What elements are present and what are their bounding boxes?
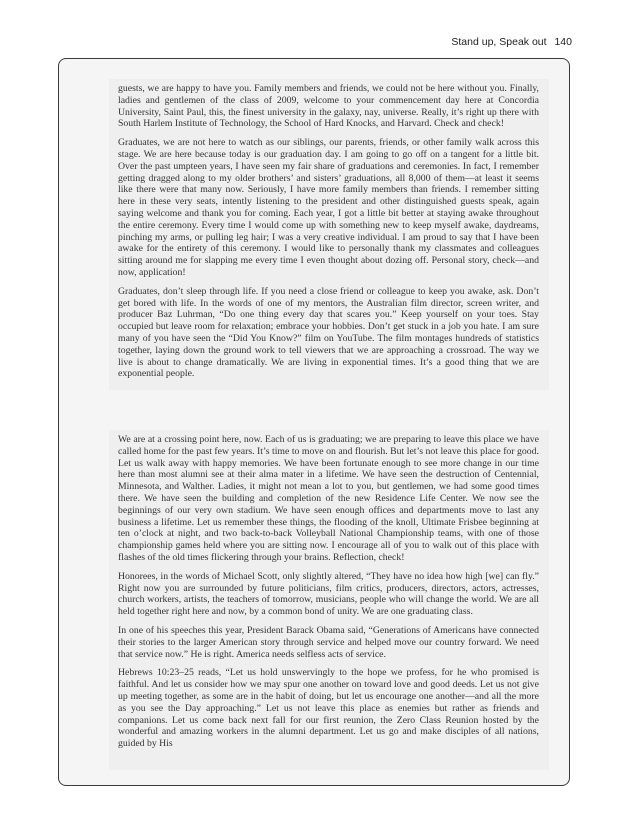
running-head-title: Stand up, Speak out bbox=[451, 36, 547, 48]
speech-paragraph: Honorees, in the words of Michael Scott, only slightly altered, “They have no idea how high [we] can fly.” Right now you are surrounded by future politicians, film critics, producers, directors, actors, actresses, church workers, artists, the teachers of tomorrow, musicians, people who will change the world. We are all held together right here and now, by a common bond of unity. We are one graduating class. bbox=[118, 570, 539, 618]
running-head bbox=[451, 36, 572, 48]
speech-paragraph: Hebrews 10:23–25 reads, “Let us hold unswervingly to the hope we profess, for he who promised is faithful. And let us consider how we may spur one another on toward love and good deeds. Let us not give up meeting together, as some are in the habit of doing, but let us encourage one another—and all the more as you see the Day approaching.” Let us not leave this place as enemies but rather as friends and companions. Let us come back next fall for our first reunion, the Zero Class Reunion hosted by the wonderful and amazing workers in the alumni department. Let us go and make disciples of all nations, guided by His bbox=[118, 667, 539, 750]
speech-panel-bottom bbox=[109, 430, 549, 770]
speech-paragraph: Graduates, we are not here to watch as our siblings, our parents, friends, or other family walk across this stage. We are here because today is our graduation day. I am going to go off on a tangent for a little bit. Over the past umpteen years, I have seen my fair share of graduations and ceremonies. In fact, I remember getting dragged along to my older brothers’ and sisters’ graduations, all 8,000 of them—at least it seems like there were that many now. Seriously, I have more family members than friends. I remember sitting here in these very seats, intently listening to the president and other distinguished guests speak, again saying welcome and thank you for coming. Each year, I got a little bit better at staying awake throughout the entire ceremony. Every time I would come up with something new to keep myself awake, daydreams, pinching my arms, or pulling leg hair; I was a very creative individual. I am proud to say that I have been awake for the entirety of this ceremony. I would like to personally thank my classmates and colleagues sitting around me for slapping me every time I even thought about dozing off. Personal story, check—and now, application! bbox=[118, 137, 539, 278]
speech-paragraph: We are at a crossing point here, now. Each of us is graduating; we are preparing to leave this place we have called home for the past few years. It’s time to move on and flourish. But let’s not leave this place for good. Let us walk away with happy memories. We have been fortunate enough to see more change in our time here than most alumni see at their alma mater in a lifetime. We have seen the destruction of Centennial, Minnesota, and Walther. Ladies, it might not mean a lot to you, but gentlemen, we had some good times there. We have seen the building and completion of the new Residence Life Center. We now see the beginnings of our very own stadium. We have seen enough offices and departments move to last any business a lifetime. Let us remember these things, the flooding of the knoll, Ultimate Frisbee beginning at ten o’clock at night, and two back-to-back Volleyball National Championship teams, with one of those championship games held where you are sitting now. I encourage all of you to walk out of this place with flashes of the old times flickering through your brains. Reflection, check! bbox=[118, 434, 539, 563]
page-number: 140 bbox=[554, 36, 572, 48]
speech-panel-top bbox=[109, 79, 549, 390]
speech-paragraph: guests, we are happy to have you. Family members and friends, we could not be here without you. Finally, ladies and gentlemen of the class of 2009, welcome to your commencement day here at Concordia University, Saint Paul, this, the finest university in the galaxy, nay, universe. Really, it’s right up there with South Harlem Institute of Technology, the School of Hard Knocks, and Harvard. Check and check! bbox=[118, 83, 539, 130]
speech-paragraph: In one of his speeches this year, President Barack Obama said, “Generations of Americans have connected their stories to the larger American story through service and helped move our country forward. We need that service now.” He is right. America needs selfless acts of service. bbox=[118, 624, 539, 660]
speech-paragraph: Graduates, don’t sleep through life. If you need a close friend or colleague to keep you awake, ask. Don’t get bored with life. In the words of one of my mentors, the Australian film director, screen writer, and producer Baz Luhrman, “Do one thing every day that scares you.” Keep yourself on your toes. Stay occupied but leave room for relaxation; embrace your hobbies. Don’t get stuck in a job you hate. I am sure many of you have seen the “Did You Know?” film on YouTube. The film montages hundreds of statistics together, laying down the ground work to tell viewers that we are approaching a crossroad. The way we live is about to change dramatically. We are living in exponential times. It’s a good thing that we are exponential people. bbox=[118, 285, 539, 380]
